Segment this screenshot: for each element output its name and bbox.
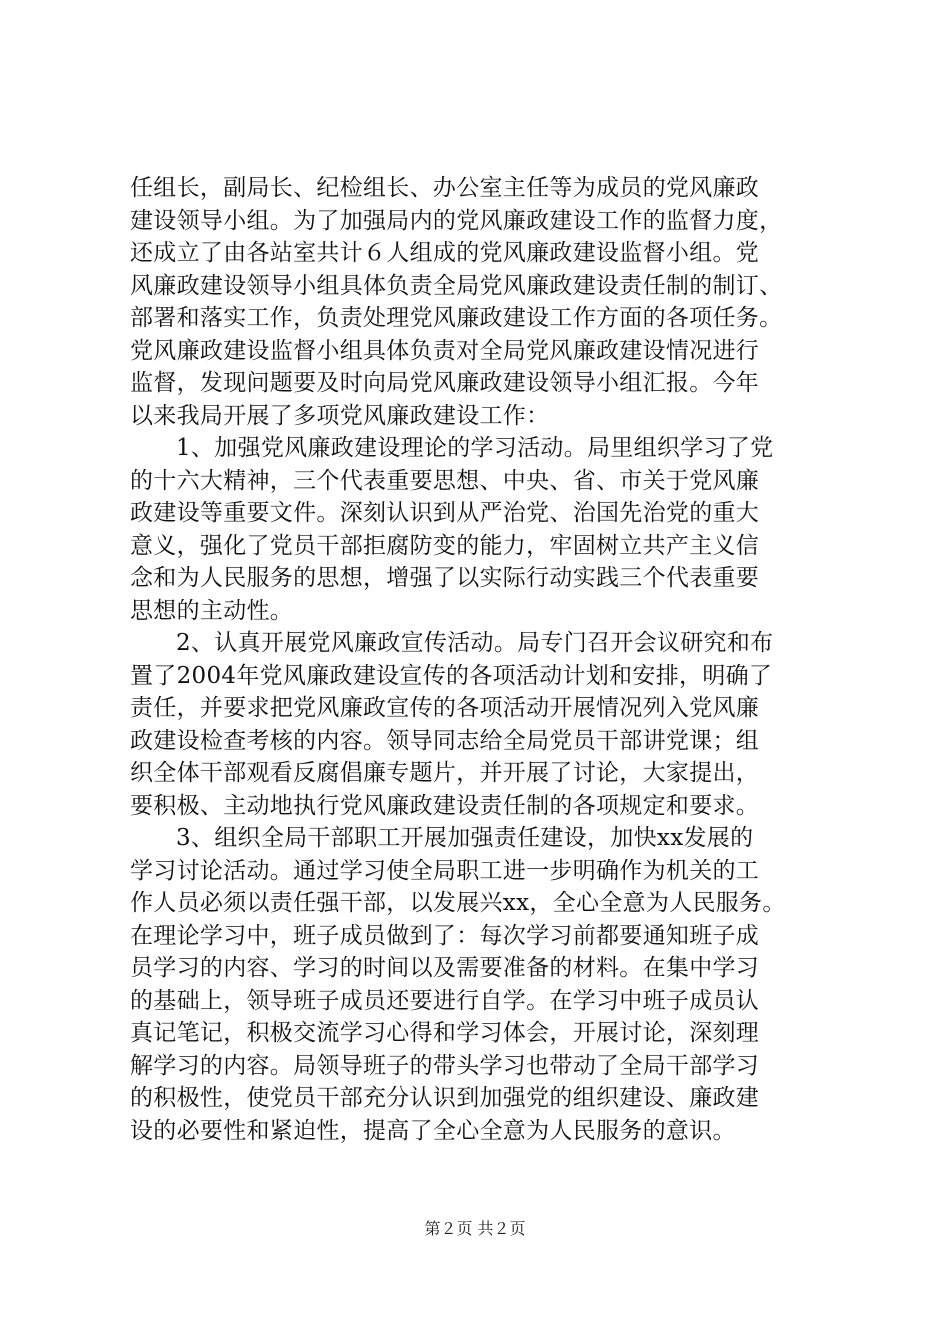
text-line: 要积极、主动地执行党风廉政建设责任制的各项规定和要求。 [130,792,760,819]
text-line: 监督，发现问题要及时向局党风廉政建设领导小组汇报。今年 [130,370,760,396]
text-line: 的积极性，使党员干部充分认识到加强党的组织建设、廉政建 [130,1085,760,1111]
text-line: 意义，强化了党员干部拒腐防变的能力，牢固树立共产主义信 [130,532,760,559]
text-line: 思想的主动性。 [130,597,294,624]
text-line: 政建设等重要文件。深刻认识到从严治党、治国先治党的重大 [130,500,760,526]
text-line: 责任，并要求把党风廉政宣传的各项活动开展情况列入党风廉 [130,695,760,721]
text-line: 部署和落实工作，负责处理党风廉政建设工作方面的各项任务。 [130,305,783,331]
paragraph-first-line: 2、认真开展党风廉政宣传活动。局专门召开会议研究和布 [176,630,774,656]
page-number-footer: 第２页 共２页 [424,1219,526,1238]
text-line: 真记笔记，积极交流学习心得和学习体会，开展讨论，深刻理 [130,1020,760,1046]
text-line: 作人员必须以责任强干部，以发展兴xx，全心全意为人民服务。 [130,890,786,916]
text-line: 织全体干部观看反腐倡廉专题片，并开展了讨论，大家提出， [130,760,760,786]
text-line: 党风廉政建设监督小组具体负责对全局党风廉政建设情况进行 [130,337,760,364]
text-line: 解学习的内容。局领导班子的带头学习也带动了全局干部学习 [130,1052,760,1079]
text-line: 风廉政建设领导小组具体负责全局党风廉政建设责任制的制订、 [130,272,783,299]
text-line: 建设领导小组。为了加强局内的党风廉政建设工作的监督力度， [130,207,783,234]
text-line: 置了2004年党风廉政建设宣传的各项活动计划和安排，明确了 [130,662,773,689]
text-line: 员学习的内容、学习的时间以及需要准备的材料。在集中学习 [130,955,760,981]
text-line: 的基础上，领导班子成员还要进行自学。在学习中班子成员认 [130,987,760,1014]
text-line: 学习讨论活动。通过学习使全局职工进一步明确作为机关的工 [130,857,760,884]
document-body [130,172,820,1147]
text-line: 在理论学习中，班子成员做到了：每次学习前都要通知班子成 [130,922,760,949]
paragraph-first-line: 3、组织全局干部职工开展加强责任建设，加快xx发展的 [176,825,754,851]
text-line: 政建设检查考核的内容。领导同志给全局党员干部讲党课；组 [130,727,760,754]
text-line: 念和为人民服务的思想，增强了以实际行动实践三个代表重要 [130,565,760,591]
text-line: 的十六大精神，三个代表重要思想、中央、省、市关于党风廉 [130,467,760,494]
text-line: 设的必要性和紧迫性，提高了全心全意为人民服务的意识。 [130,1117,736,1144]
text-line: 任组长，副局长、纪检组长、办公室主任等为成员的党风廉政 [130,175,760,201]
paragraph-first-line: 1、加强党风廉政建设理论的学习活动。局里组织学习了党 [176,435,774,461]
text-line: 还成立了由各站室共计６人组成的党风廉政建设监督小组。党 [130,240,760,266]
text-line: 以来我局开展了多项党风廉政建设工作： [130,402,550,429]
